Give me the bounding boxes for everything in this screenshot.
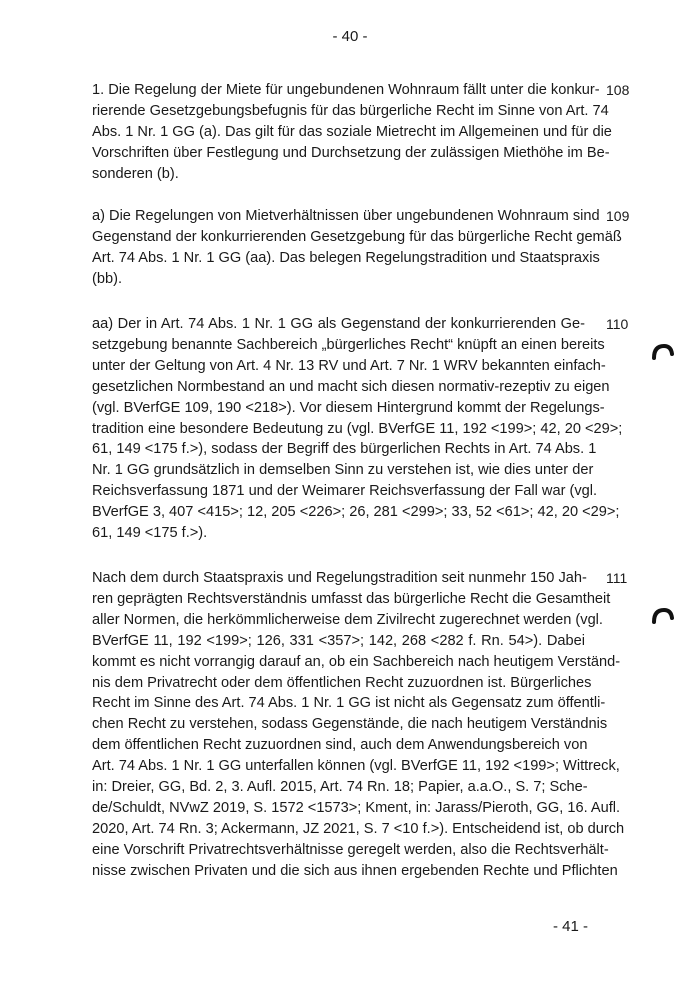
text-line: Art. 74 Abs. 1 Nr. 1 GG unterfallen können (vgl. BVerfGE 11, 192 <199>; Wittreck, [92,758,620,775]
text-line: Reichsverfassung 1871 und der Weimarer Reichsverfassung der Fall war (vgl. [92,483,598,500]
text-line: setzgebung benannte Sachbereich „bürgerliches Recht“ knüpft an einen bereits [92,336,605,353]
text-line: (bb). [92,270,123,287]
text-line: nis dem Privatrecht oder dem öffentlichen Recht zuzuordnen ist. Bürgerliches [92,674,592,691]
text-line: tradition eine besondere Bedeutung zu (vgl. BVerfGE 11, 192 <199>; 42, 20 <29>; [92,420,623,437]
text-line: Recht im Sinne des Art. 74 Abs. 1 Nr. 1 GG ist nicht als Gegensatz zum öffentli- [92,695,606,712]
text-line: nisse zwischen Privaten und die sich aus ihnen ergebenden Rechte und Pflichten [92,862,618,879]
text-line: Nr. 1 GG grundsätzlich in demselben Sinn zu verstehen ist, wie dies unter der [92,462,594,479]
text-line: Vorschriften über Festlegung und Durchsetzung der zulässigen Miethöhe im Be- [92,144,610,161]
text-line: a) Die Regelungen von Mietverhältnissen über ungebundenen Wohnraum sind [92,208,600,224]
text-line: 2020, Art. 74 Rn. 3; Ackermann, JZ 2021, S. 7 <10 f.>). Entscheidend ist, ob durch [92,820,625,837]
margin-number-111: 111 [606,570,628,586]
text-line: in: Dreier, GG, Bd. 2, 3. Aufl. 2015, Art. 74 Rn. 18; Papier, a.a.O., S. 7; Sche- [92,779,588,796]
text-line: BVerfGE 3, 407 <415>; 12, 205 <226>; 26, 281 <299>; 33, 52 <61>; 42, 20 <29>; [92,504,620,521]
text-line: chen Recht zu verstehen, sodass Gegenstände, die nach heutigem Verständnis [92,716,608,733]
text-line: Abs. 1 Nr. 1 GG (a). Das gilt für das soziale Mietrecht im Allgemeinen und für die [92,123,612,140]
text-line: gesetzlichen Normbestand an und macht sich diesen normativ-rezeptiv zu eigen [92,378,610,395]
text-line: Nach dem durch Staatspraxis und Regelungstradition seit nunmehr 150 Jah- [92,570,587,586]
text-line: 1. Die Regelung der Miete für ungebundenen Wohnraum fällt unter die konkur- [92,82,600,98]
page-number-bottom: - 41 - [553,918,589,935]
text-line: (vgl. BVerfGE 109, 190 <218>). Vor diesem Hintergrund kommt der Regelungs- [92,399,605,416]
paragraph-111 [92,568,625,882]
text-line: sonderen (b). [92,165,179,182]
margin-number-110: 110 [606,316,629,332]
text-line: BVerfGE 11, 192 <199>; 126, 331 <357>; 142, 268 <282 f. Rn. 54>). Dabei [92,632,585,649]
page-number-top: - 40 - [332,28,368,45]
text-line: aller Normen, die herkömmlicherweise dem Zivilrecht zugerechnet werden (vgl. [92,611,603,628]
text-line: unter der Geltung von Art. 4 Nr. 13 RV und Art. 7 Nr. 1 WRV bekannten einfach- [92,357,606,374]
text-line: dem öffentlichen Recht zuzuordnen sind, auch dem Anwendungsbereich von [92,737,588,754]
text-line: Gegenstand der konkurrierenden Gesetzgebung für das bürgerliche Recht gemäß [92,228,622,245]
text-line: rierende Gesetzgebungsbefugnis für das bürgerliche Recht im Sinne von Art. 74 [92,102,609,119]
corner-bracket-mark [651,340,675,364]
text-line: 61, 149 <175 f.>), sodass der Begriff des bürgerlichen Rechts in Art. 74 Abs. 1 [92,441,597,458]
margin-number-108: 108 [606,82,630,98]
text-line: kommt es nicht vorrangig darauf an, ob ein Sachbereich nach heutigem Verständ- [92,653,621,670]
text-line: aa) Der in Art. 74 Abs. 1 Nr. 1 GG als Gegenstand der konkurrierenden Ge- [92,316,585,332]
text-line: ren geprägten Rechtsverständnis umfasst das bürgerliche Recht die Gesamtheit [92,590,611,607]
text-line: eine Vorschrift Privatrechtsverhältnisse geregelt werden, also die Rechtsverhält- [92,841,609,858]
text-line: de/Schuldt, NVwZ 2019, S. 1572 <1573>; Kment, in: Jarass/Pieroth, GG, 16. Aufl. [92,799,621,816]
margin-number-109: 109 [606,208,630,224]
corner-bracket-mark [651,604,675,628]
paragraph-108 [92,80,612,185]
text-line: Art. 74 Abs. 1 Nr. 1 GG (aa). Das belegen Regelungstradition und Staatspraxis [92,249,600,266]
text-line: 61, 149 <175 f.>). [92,525,208,542]
